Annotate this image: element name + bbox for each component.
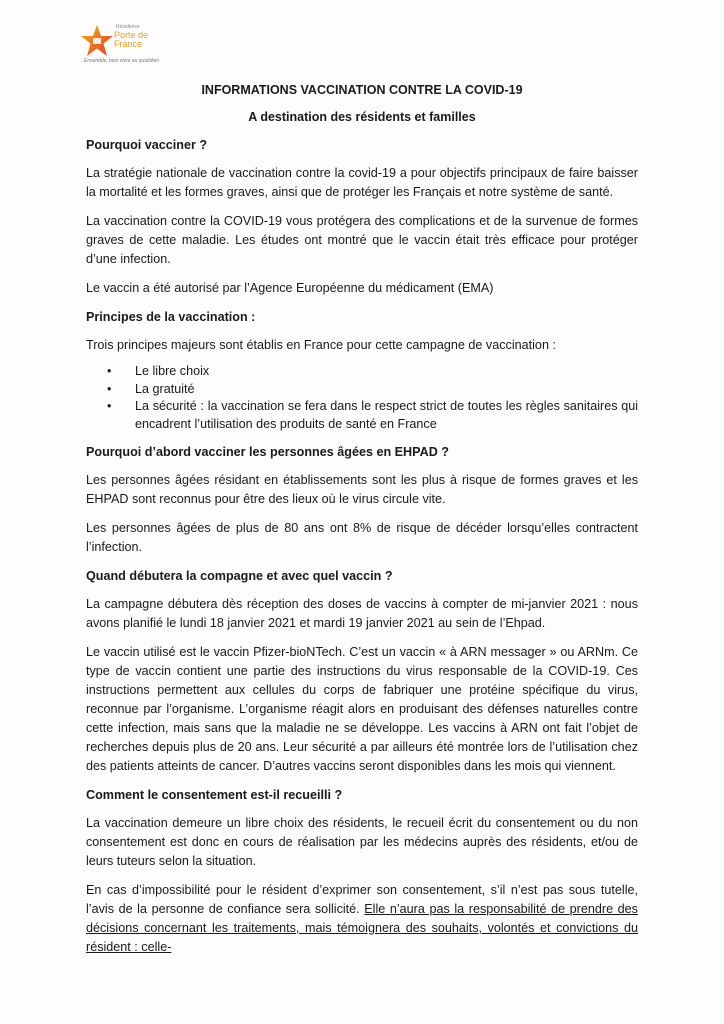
list-item: • Le libre choix <box>135 363 638 381</box>
logo-small-text: Résidence <box>116 24 140 30</box>
paragraph: La vaccination demeure un libre choix des résidents, le recueil écrit du consentement ou du non consentement est donc en cours de réalisation par les médecins auprès des résidents, et/ou de leurs tuteurs selon la situation. <box>86 816 638 868</box>
paragraph: Le vaccin a été autorisé par l’Agence Européenne du médicament (EMA) <box>86 281 494 295</box>
list-item: • La sécurité : la vaccination se fera dans le respect strict de toutes les règles sanitaires qui encadrent l’utilisation des produits de santé en France <box>135 398 638 433</box>
section-heading: Pourquoi vacciner ? <box>86 138 208 152</box>
paragraph-plain-text: En cas d’impossibilité pour le résident d’exprimer son consentement, s’il n’est pas sous tutelle, l’avis de la personne de confiance sera sollicité. <box>86 883 638 916</box>
section-heading: Pourquoi d’abord vacciner les personnes âgées en EHPAD ? <box>86 445 449 459</box>
section-heading: Quand débutera la compagne et avec quel vaccin ? <box>86 569 393 583</box>
document-title: INFORMATIONS VACCINATION CONTRE LA COVID-19 <box>201 83 523 97</box>
residence-logo <box>80 22 170 66</box>
paragraph: La stratégie nationale de vaccination contre la covid-19 a pour objectifs principaux de faire baisser la mortalité et les formes graves, ainsi que de protéger les Français et notre système de santé. <box>86 166 638 199</box>
section-heading: Principes de la vaccination : <box>86 310 256 324</box>
logo-name-line2: France <box>114 39 143 49</box>
star-icon <box>80 24 114 58</box>
paragraph: Les personnes âgées de plus de 80 ans ont 8% de risque de décéder lorsqu’elles contractent l’infection. <box>86 521 638 554</box>
logo-name-line1: Porte de <box>114 30 149 40</box>
bullet-list <box>86 363 638 433</box>
document-subtitle: A destination des résidents et familles <box>248 110 476 124</box>
logo-tagline: Ensemble, bien vivre au quotidien <box>84 58 160 64</box>
underlined-text: Elle n’aura pas la responsabilité de prendre des décisions concernant les traitements, mais témoignera des souhaits, volontés et convictions du résident : celle- <box>86 902 638 954</box>
paragraph: Le vaccin utilisé est le vaccin Pfizer-bioNTech. C’est un vaccin « à ARN messager » ou ARNm. Ce type de vaccin contient une partie des instructions du virus responsable de la COVID-19. Ces instructions permettent aux cellules du corps de fabriquer une protéine spécifique du virus, reconnue par l’organisme. L’organisme réagit alors en produisant des défenses naturelles contre cette infection, mais sans que la maladie ne se développe. Les vaccins à ARN ont fait l’objet de recherches depuis plus de 20 ans. Leur sécurité a par ailleurs été montrée lors de l’utilisation chez des patients atteints de cancer. D’autres vaccins seront disponibles dans les mois qui viennent. <box>86 645 638 773</box>
logo-name <box>114 31 164 49</box>
paragraph: La vaccination contre la COVID-19 vous protégera des complications et de la survenue de formes graves de cette maladie. Les études ont montré que le vaccin était très efficace pour protéger d’une infection. <box>86 214 638 266</box>
list-item: • La gratuité <box>135 381 638 399</box>
paragraph: Trois principes majeurs sont établis en France pour cette campagne de vaccination : <box>86 338 556 352</box>
paragraph: La campagne débutera dès réception des doses de vaccins à compter de mi-janvier 2021 : nous avons planifié le lundi 18 janvier 2021 et mardi 19 janvier 2021 au sein de l’Ehpad. <box>86 597 638 630</box>
paragraph <box>86 881 638 957</box>
section-heading: Comment le consentement est-il recueilli ? <box>86 788 343 802</box>
paragraph: Les personnes âgées résidant en établissements sont les plus à risque de formes graves et les EHPAD sont reconnus pour être des lieux où le virus circule vite. <box>86 473 638 506</box>
document-body <box>86 136 638 967</box>
